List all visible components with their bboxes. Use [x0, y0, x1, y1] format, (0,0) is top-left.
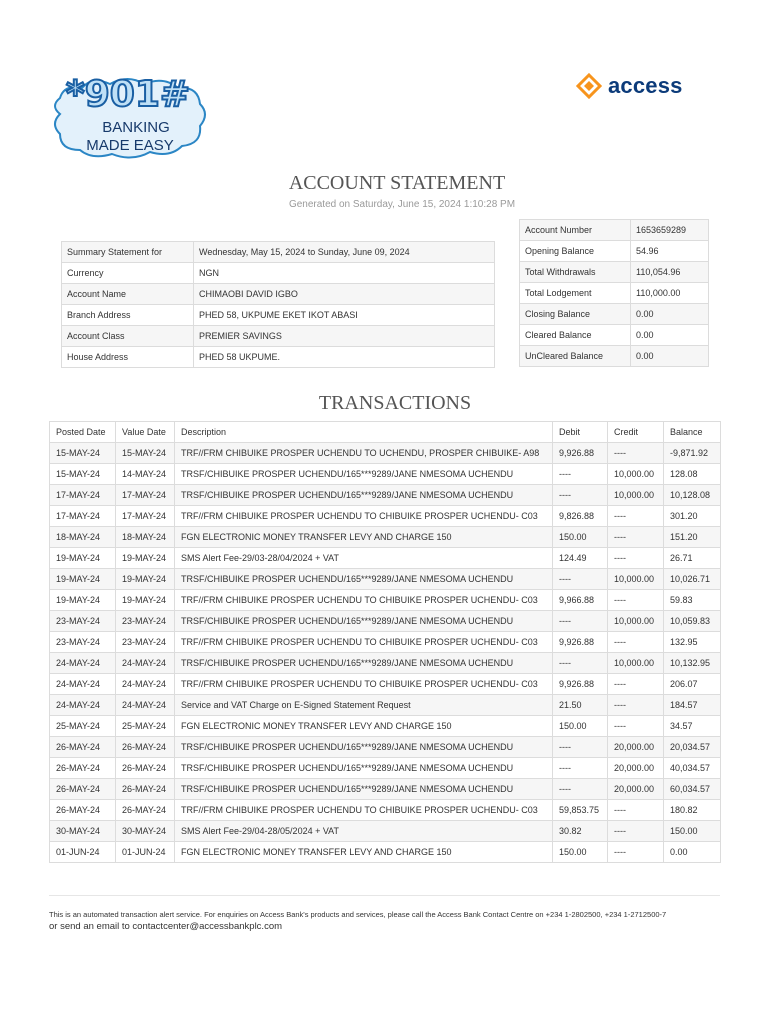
- cell-description: TRSF/CHIBUIKE PROSPER UCHENDU/165***9289/JANE NMESOMA UCHENDU: [175, 464, 553, 485]
- summary-row: [62, 242, 495, 263]
- summary-row-value: CHIMAOBI DAVID IGBO: [194, 284, 495, 305]
- cell-posted-date: 30-MAY-24: [50, 821, 116, 842]
- summary-row-label: Account Name: [62, 284, 194, 305]
- table-row: [50, 800, 721, 821]
- cell-posted-date: 25-MAY-24: [50, 716, 116, 737]
- generated-timestamp: Generated on Saturday, June 15, 2024 1:10:28 PM: [288, 199, 516, 210]
- column-header-credit: Credit: [608, 422, 664, 443]
- cell-posted-date: 26-MAY-24: [50, 800, 116, 821]
- balance-row-value: 110,054.96: [631, 262, 709, 283]
- banking-made-easy-logo: [46, 66, 210, 162]
- cell-balance: 180.82: [664, 800, 721, 821]
- balance-row-label: Closing Balance: [520, 304, 631, 325]
- balance-row-label: Opening Balance: [520, 241, 631, 262]
- cell-posted-date: 24-MAY-24: [50, 653, 116, 674]
- table-row: [50, 569, 721, 590]
- cell-balance: 206.07: [664, 674, 721, 695]
- cell-value-date: 19-MAY-24: [116, 590, 175, 611]
- cell-debit: 9,966.88: [553, 590, 608, 611]
- footer-divider: [49, 895, 720, 896]
- balance-row-label: Total Lodgement: [520, 283, 631, 304]
- cell-posted-date: 24-MAY-24: [50, 674, 116, 695]
- cell-credit: ----: [608, 842, 664, 863]
- cell-debit: 9,926.88: [553, 443, 608, 464]
- cell-debit: 150.00: [553, 716, 608, 737]
- cell-debit: 9,826.88: [553, 506, 608, 527]
- access-bank-logo: [576, 72, 683, 100]
- balance-row-label: Total Withdrawals: [520, 262, 631, 283]
- transactions-title: TRANSACTIONS: [318, 392, 472, 414]
- promo-main-text: *901#: [65, 74, 191, 115]
- access-diamond-icon: [576, 73, 602, 99]
- cell-balance: 150.00: [664, 821, 721, 842]
- table-row: [50, 443, 721, 464]
- transactions-table: [49, 421, 721, 863]
- cell-credit: ----: [608, 548, 664, 569]
- cell-balance: 0.00: [664, 842, 721, 863]
- cell-posted-date: 26-MAY-24: [50, 758, 116, 779]
- table-row: [50, 779, 721, 800]
- cell-posted-date: 23-MAY-24: [50, 632, 116, 653]
- cell-balance: 60,034.57: [664, 779, 721, 800]
- balance-row-label: Cleared Balance: [520, 325, 631, 346]
- balance-row-value: 1653659289: [631, 220, 709, 241]
- cell-debit: 30.82: [553, 821, 608, 842]
- cell-value-date: 24-MAY-24: [116, 653, 175, 674]
- cell-description: TRSF/CHIBUIKE PROSPER UCHENDU/165***9289/JANE NMESOMA UCHENDU: [175, 485, 553, 506]
- cell-debit: 9,926.88: [553, 674, 608, 695]
- summary-row-label: Summary Statement for: [62, 242, 194, 263]
- cell-value-date: 19-MAY-24: [116, 569, 175, 590]
- table-row: [50, 485, 721, 506]
- cell-description: TRF//FRM CHIBUIKE PROSPER UCHENDU TO UCHENDU, PROSPER CHIBUIKE- A98: [175, 443, 553, 464]
- cell-credit: 10,000.00: [608, 464, 664, 485]
- cell-balance: 59.83: [664, 590, 721, 611]
- cell-value-date: 24-MAY-24: [116, 695, 175, 716]
- summary-row-value: PHED 58, UKPUME EKET IKOT ABASI: [194, 305, 495, 326]
- table-row: [50, 653, 721, 674]
- cell-balance: 10,059.83: [664, 611, 721, 632]
- cell-credit: ----: [608, 716, 664, 737]
- balance-row: [520, 325, 709, 346]
- column-header-posted-date: Posted Date: [50, 422, 116, 443]
- column-header-description: Description: [175, 422, 553, 443]
- cell-debit: 9,926.88: [553, 632, 608, 653]
- cell-credit: ----: [608, 443, 664, 464]
- cell-description: TRF//FRM CHIBUIKE PROSPER UCHENDU TO CHIBUIKE PROSPER UCHENDU- C03: [175, 674, 553, 695]
- summary-row: [62, 284, 495, 305]
- cell-debit: ----: [553, 569, 608, 590]
- cell-debit: ----: [553, 758, 608, 779]
- account-summary-table: [61, 241, 495, 368]
- table-row: [50, 821, 721, 842]
- cell-credit: ----: [608, 695, 664, 716]
- cell-credit: 20,000.00: [608, 779, 664, 800]
- cell-balance: 128.08: [664, 464, 721, 485]
- balance-row: [520, 283, 709, 304]
- column-header-balance: Balance: [664, 422, 721, 443]
- summary-row-value: PHED 58 UKPUME.: [194, 347, 495, 368]
- balance-row: [520, 262, 709, 283]
- cell-credit: 20,000.00: [608, 758, 664, 779]
- cell-credit: ----: [608, 632, 664, 653]
- cell-value-date: 23-MAY-24: [116, 611, 175, 632]
- cell-description: TRF//FRM CHIBUIKE PROSPER UCHENDU TO CHIBUIKE PROSPER UCHENDU- C03: [175, 800, 553, 821]
- cell-debit: ----: [553, 779, 608, 800]
- cell-description: SMS Alert Fee-29/03-28/04/2024 + VAT: [175, 548, 553, 569]
- cell-posted-date: 18-MAY-24: [50, 527, 116, 548]
- cell-posted-date: 24-MAY-24: [50, 695, 116, 716]
- cell-value-date: 14-MAY-24: [116, 464, 175, 485]
- cell-balance: 10,132.95: [664, 653, 721, 674]
- summary-row-label: Account Class: [62, 326, 194, 347]
- cell-value-date: 17-MAY-24: [116, 485, 175, 506]
- cell-balance: 40,034.57: [664, 758, 721, 779]
- cell-description: TRSF/CHIBUIKE PROSPER UCHENDU/165***9289/JANE NMESOMA UCHENDU: [175, 569, 553, 590]
- cell-value-date: 01-JUN-24: [116, 842, 175, 863]
- balance-row-value: 0.00: [631, 325, 709, 346]
- promo-line1-text: BANKING: [102, 119, 170, 136]
- summary-row: [62, 305, 495, 326]
- cell-posted-date: 23-MAY-24: [50, 611, 116, 632]
- balance-row-value: 0.00: [631, 304, 709, 325]
- cell-balance: 34.57: [664, 716, 721, 737]
- table-row: [50, 506, 721, 527]
- cell-credit: ----: [608, 590, 664, 611]
- cell-debit: ----: [553, 737, 608, 758]
- cell-description: TRF//FRM CHIBUIKE PROSPER UCHENDU TO CHIBUIKE PROSPER UCHENDU- C03: [175, 590, 553, 611]
- cell-credit: 10,000.00: [608, 653, 664, 674]
- balance-row: [520, 241, 709, 262]
- cell-value-date: 26-MAY-24: [116, 800, 175, 821]
- summary-row-label: Branch Address: [62, 305, 194, 326]
- balance-row: [520, 304, 709, 325]
- cell-posted-date: 19-MAY-24: [50, 548, 116, 569]
- account-balances-table: [519, 219, 709, 367]
- cell-credit: 20,000.00: [608, 737, 664, 758]
- statement-title: ACCOUNT STATEMENT: [288, 172, 506, 194]
- cell-description: TRF//FRM CHIBUIKE PROSPER UCHENDU TO CHIBUIKE PROSPER UCHENDU- C03: [175, 506, 553, 527]
- balance-row-label: Account Number: [520, 220, 631, 241]
- table-row: [50, 611, 721, 632]
- cell-posted-date: 17-MAY-24: [50, 506, 116, 527]
- column-header-value-date: Value Date: [116, 422, 175, 443]
- cell-value-date: 18-MAY-24: [116, 527, 175, 548]
- cell-posted-date: 15-MAY-24: [50, 443, 116, 464]
- balance-row-value: 54.96: [631, 241, 709, 262]
- cell-credit: 10,000.00: [608, 611, 664, 632]
- table-row: [50, 527, 721, 548]
- cell-debit: 150.00: [553, 842, 608, 863]
- cell-balance: 26.71: [664, 548, 721, 569]
- table-row: [50, 758, 721, 779]
- cell-debit: 59,853.75: [553, 800, 608, 821]
- cell-debit: ----: [553, 464, 608, 485]
- cell-description: Service and VAT Charge on E-Signed Statement Request: [175, 695, 553, 716]
- cell-credit: ----: [608, 821, 664, 842]
- table-row: [50, 695, 721, 716]
- cell-description: TRSF/CHIBUIKE PROSPER UCHENDU/165***9289/JANE NMESOMA UCHENDU: [175, 758, 553, 779]
- cell-balance: 20,034.57: [664, 737, 721, 758]
- balance-row: [520, 220, 709, 241]
- balance-row-value: 110,000.00: [631, 283, 709, 304]
- table-row: [50, 464, 721, 485]
- cell-description: SMS Alert Fee-29/04-28/05/2024 + VAT: [175, 821, 553, 842]
- cell-balance: 10,128.08: [664, 485, 721, 506]
- cell-value-date: 30-MAY-24: [116, 821, 175, 842]
- balance-row: [520, 346, 709, 367]
- cell-description: FGN ELECTRONIC MONEY TRANSFER LEVY AND CHARGE 150: [175, 716, 553, 737]
- table-row: [50, 632, 721, 653]
- cell-balance: 301.20: [664, 506, 721, 527]
- cell-posted-date: 26-MAY-24: [50, 737, 116, 758]
- cell-value-date: 24-MAY-24: [116, 674, 175, 695]
- summary-row-label: House Address: [62, 347, 194, 368]
- cell-balance: 184.57: [664, 695, 721, 716]
- cell-debit: ----: [553, 611, 608, 632]
- table-row: [50, 842, 721, 863]
- column-header-debit: Debit: [553, 422, 608, 443]
- cell-debit: ----: [553, 653, 608, 674]
- cell-description: FGN ELECTRONIC MONEY TRANSFER LEVY AND CHARGE 150: [175, 842, 553, 863]
- table-row: [50, 590, 721, 611]
- cell-value-date: 19-MAY-24: [116, 548, 175, 569]
- cell-value-date: 26-MAY-24: [116, 737, 175, 758]
- cell-balance: -9,871.92: [664, 443, 721, 464]
- cell-credit: ----: [608, 506, 664, 527]
- summary-row-label: Currency: [62, 263, 194, 284]
- cell-credit: 10,000.00: [608, 569, 664, 590]
- cell-description: FGN ELECTRONIC MONEY TRANSFER LEVY AND CHARGE 150: [175, 527, 553, 548]
- cell-posted-date: 17-MAY-24: [50, 485, 116, 506]
- cell-debit: 21.50: [553, 695, 608, 716]
- summary-row-value: Wednesday, May 15, 2024 to Sunday, June 09, 2024: [194, 242, 495, 263]
- cell-debit: 150.00: [553, 527, 608, 548]
- cell-posted-date: 15-MAY-24: [50, 464, 116, 485]
- summary-row-value: PREMIER SAVINGS: [194, 326, 495, 347]
- cell-description: TRF//FRM CHIBUIKE PROSPER UCHENDU TO CHIBUIKE PROSPER UCHENDU- C03: [175, 632, 553, 653]
- cell-balance: 10,026.71: [664, 569, 721, 590]
- cell-balance: 151.20: [664, 527, 721, 548]
- table-row: [50, 674, 721, 695]
- cell-balance: 132.95: [664, 632, 721, 653]
- summary-row: [62, 263, 495, 284]
- cell-value-date: 25-MAY-24: [116, 716, 175, 737]
- cell-debit: ----: [553, 485, 608, 506]
- cell-value-date: 26-MAY-24: [116, 758, 175, 779]
- promo-line2-text: MADE EASY: [86, 137, 174, 154]
- cell-value-date: 26-MAY-24: [116, 779, 175, 800]
- footer-notice: This is an automated transaction alert service. For enquiries on Access Bank's products and services, please call the Access Bank Contact Centre on +234 1-2802500, +234 1-2712500-7: [49, 910, 667, 919]
- transactions-header-row: [50, 422, 721, 443]
- cell-posted-date: 26-MAY-24: [50, 779, 116, 800]
- access-wordmark: access: [608, 73, 683, 98]
- cell-credit: 10,000.00: [608, 485, 664, 506]
- cell-posted-date: 19-MAY-24: [50, 569, 116, 590]
- footer-email: or send an email to contactcenter@accessbankplc.com: [49, 921, 283, 932]
- cell-credit: ----: [608, 800, 664, 821]
- cell-description: TRSF/CHIBUIKE PROSPER UCHENDU/165***9289/JANE NMESOMA UCHENDU: [175, 779, 553, 800]
- cell-description: TRSF/CHIBUIKE PROSPER UCHENDU/165***9289/JANE NMESOMA UCHENDU: [175, 611, 553, 632]
- cell-debit: 124.49: [553, 548, 608, 569]
- cell-posted-date: 01-JUN-24: [50, 842, 116, 863]
- balance-row-label: UnCleared Balance: [520, 346, 631, 367]
- cell-credit: ----: [608, 674, 664, 695]
- cell-value-date: 15-MAY-24: [116, 443, 175, 464]
- summary-row: [62, 326, 495, 347]
- cell-description: TRSF/CHIBUIKE PROSPER UCHENDU/165***9289/JANE NMESOMA UCHENDU: [175, 653, 553, 674]
- table-row: [50, 737, 721, 758]
- cell-value-date: 17-MAY-24: [116, 506, 175, 527]
- cell-credit: ----: [608, 527, 664, 548]
- table-row: [50, 716, 721, 737]
- summary-row-value: NGN: [194, 263, 495, 284]
- cell-posted-date: 19-MAY-24: [50, 590, 116, 611]
- cell-value-date: 23-MAY-24: [116, 632, 175, 653]
- balance-row-value: 0.00: [631, 346, 709, 367]
- summary-row: [62, 347, 495, 368]
- cell-description: TRSF/CHIBUIKE PROSPER UCHENDU/165***9289/JANE NMESOMA UCHENDU: [175, 737, 553, 758]
- table-row: [50, 548, 721, 569]
